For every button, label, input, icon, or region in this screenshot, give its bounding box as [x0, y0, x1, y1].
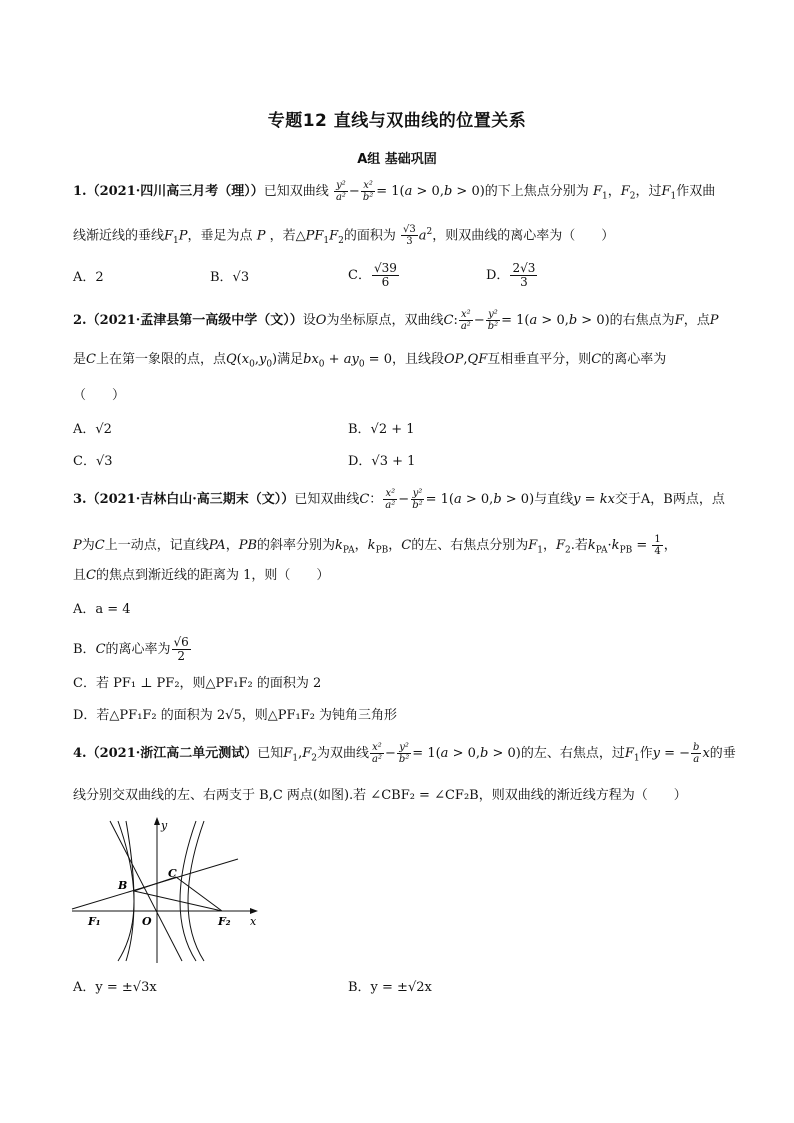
- right-branch-outer: [188, 821, 204, 961]
- q2-line2: 是C上在第一象限的点，点$Q(x_0,y_0)$满足$bx_0 + ay_0 = 0$，且线段OP,QF互相垂直平分，则C的离心率为: [73, 352, 667, 370]
- x-axis-label: x: [250, 915, 257, 928]
- q2-line3: （ ）: [73, 388, 126, 403]
- q1-option-b[interactable]: B．√3: [210, 270, 250, 285]
- q4-option-b[interactable]: B．y = ±√2x: [348, 980, 432, 995]
- x-axis-arrow: [250, 908, 258, 914]
- q1-option-a[interactable]: A．2: [73, 270, 104, 285]
- point-c-label: C: [168, 867, 177, 880]
- q1-option-c[interactable]: C． $\frac{√39}{6}$: [348, 261, 397, 289]
- q2-option-b[interactable]: B．√2 + 1: [348, 422, 415, 437]
- q2-line1: 2.（2021·孟津县第一高级中学（文））设O为坐标原点，双曲线C: $\frac{\text{x²}}{\text{a²}}$ − $\frac{\text{y²}}{\text{b²}}$ = 1(a > 0,b > 0)的右焦点为F，点P: [73, 309, 719, 332]
- q3-option-c[interactable]: C．若 PF₁ ⊥ PF₂，则△PF₁F₂ 的面积为 2: [73, 676, 322, 691]
- q4-line2: 线分别交双曲线的左、右两支于 B,C 两点(如图).若 ∠CBF₂ = ∠CF₂B，则双曲线的渐近线方程为（ ）: [73, 788, 687, 803]
- q1-line2: 线渐近线的垂线$F_1P$，垂足为点 P ，若$\triangle PF_1F_2$的面积为 $\frac{√3}{3}$ $a^2$，则双曲线的离心率为（ ）: [73, 224, 615, 248]
- q3-line3: 且C的焦点到渐近线的距离为 1，则（ ）: [73, 568, 330, 583]
- hyperbola-figure: [70, 815, 270, 965]
- q3-option-d[interactable]: D．若△PF₁F₂ 的面积为 2√5，则△PF₁F₂ 为钝角三角形: [73, 708, 398, 723]
- q3-option-a[interactable]: A．a = 4: [73, 602, 131, 617]
- point-f2-label: F₂: [218, 915, 231, 928]
- point-f1-label: F₁: [88, 915, 101, 928]
- q1-option-d[interactable]: D． $\frac{2√3}{3}$: [486, 261, 536, 289]
- y-axis-label: y: [161, 819, 168, 832]
- q4-source: 4.（2021·浙江高二单元测试）: [73, 746, 258, 761]
- q2-option-c[interactable]: C．√3: [73, 454, 113, 469]
- origin-label: O: [142, 915, 152, 928]
- page-title: 专题12 直线与双曲线的位置关系: [267, 111, 527, 131]
- q1-line1: 1.（2021·四川高三月考（理））已知双曲线 $\frac{\text{y²}}{\text{a²}}$ − $\frac{\text{x²}}{\text{b²}}$ = 1(a > 0,b > 0)的下上焦点分别为 $F_1$，$F_2$，过$F_1$作双曲: [73, 180, 716, 203]
- q3-line1: 3.（2021·吉林白山·高三期末（文））已知双曲线C： $\frac{\text{x²}}{\text{a²}}$ − $\frac{\text{y²}}{\text{b²}}$ = 1(a > 0,b > 0)与直线y = kx交于A，B两点，点: [73, 488, 725, 511]
- q3-option-b[interactable]: B．C的离心率为 $\frac{√6}{2}$: [73, 635, 189, 663]
- y-axis-arrow: [154, 817, 160, 825]
- q4-line1: 4.（2021·浙江高二单元测试）已知$F_1,F_2$为双曲线 $\frac{\text{x²}}{\text{a²}}$ − $\frac{\text{y²}}{\text{b²}}$ = 1(a > 0,b > 0)的左、右焦点，过$F_1$作y = − $\frac{b}{a}$ x的垂: [73, 742, 736, 765]
- section-subtitle: A组 基础巩固: [357, 152, 437, 167]
- q2-option-a[interactable]: A．√2: [73, 422, 112, 437]
- q3-line2: P为C上一动点，记直线PA，PB的斜率分别为$k_{PA}$，$k_{PB}$，C的左、右焦点分别为$F_1$，$F_2$.若$k_{PA}\cdot k_{PB}$ = $\frac{1}{4}$ ，: [73, 534, 677, 557]
- q1-source: 1.（2021·四川高三月考（理））: [73, 184, 264, 199]
- point-b-label: B: [118, 879, 128, 892]
- q2-source: 2.（2021·孟津县第一高级中学（文））: [73, 313, 303, 328]
- q3-source: 3.（2021·吉林白山·高三期末（文））: [73, 492, 295, 507]
- q4-option-a[interactable]: A．y = ±√3x: [73, 980, 157, 995]
- q2-option-d[interactable]: D．√3 + 1: [348, 454, 416, 469]
